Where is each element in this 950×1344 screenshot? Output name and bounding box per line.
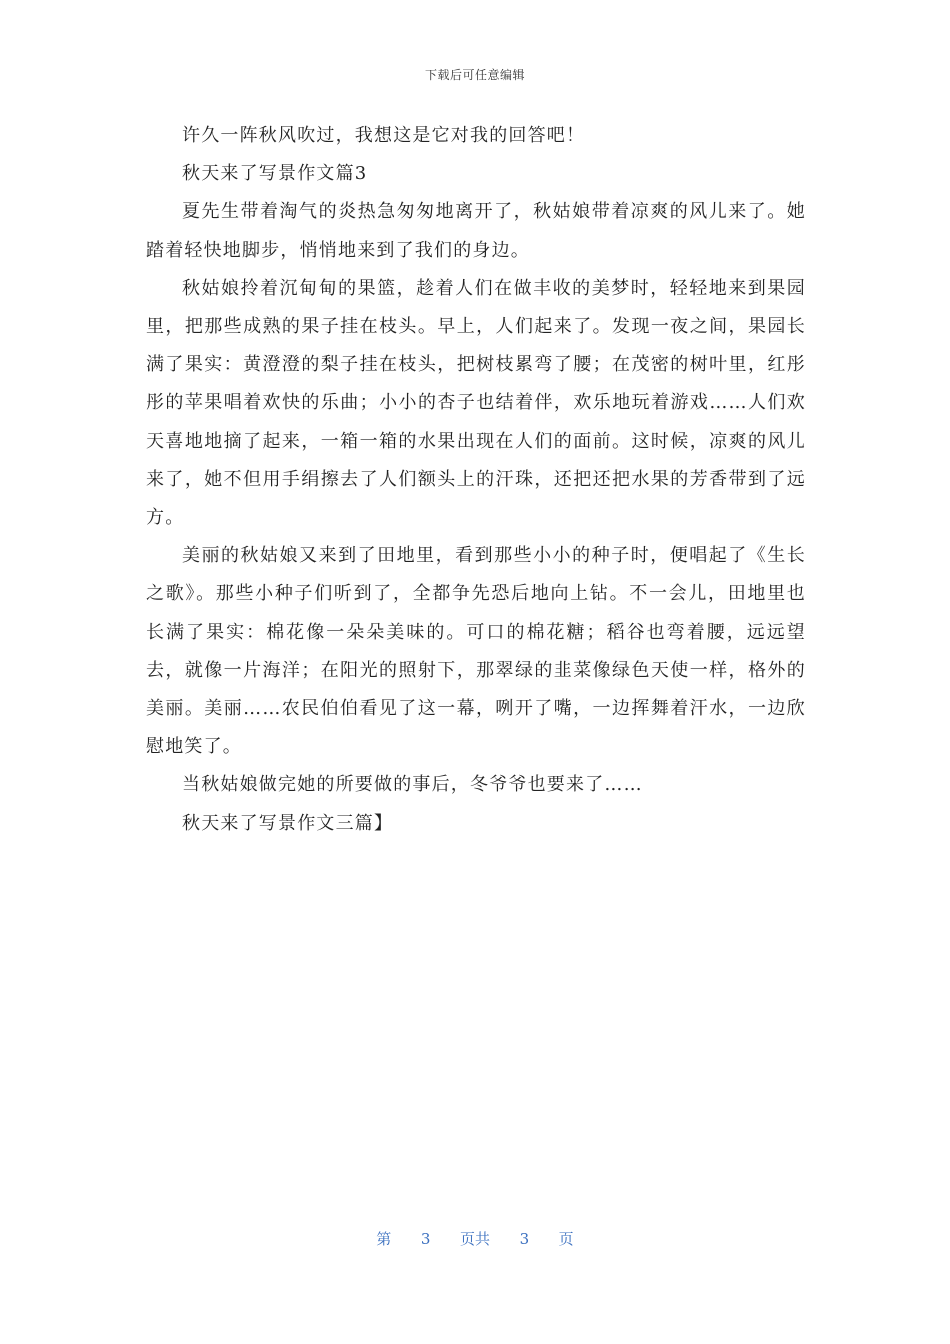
- section-title: 秋天来了写景作文篇3: [182, 163, 368, 185]
- paragraph: 美丽的秋姑娘又来到了田地里，看到那些小小的种子时，便唱起了《生长之歌》。那些小种子们听到了，全都争先恐后地向上钻。不一会儿，田地里也长满了果实：棉花像一朵朵美味的。可口的棉花糖；稻谷也弯着腰，远远望去，就像一片海洋；在阳光的照射下，那翠绿的韭菜像绿色天使一样，格外的美丽。美丽……农民伯伯看见了这一幕，咧开了嘴，一边挥舞着汗水，一边欣慰地笑了。: [146, 545, 806, 758]
- footer-middle: 页共: [459, 1230, 490, 1248]
- footer-current-page: 3: [420, 1230, 431, 1248]
- paragraph: 许久一阵秋风吹过，我想这是它对我的回答吧！: [182, 125, 586, 146]
- footer-total-pages: 3: [519, 1230, 530, 1248]
- document-body: [146, 117, 806, 843]
- closing-line: 秋天来了写景作文三篇】: [182, 812, 394, 834]
- page-header: 下载后可任意编辑: [424, 68, 525, 82]
- paragraph: 秋姑娘拎着沉甸甸的果篮，趁着人们在做丰收的美梦时，轻轻地来到果园里，把那些成熟的果子挂在枝头。早上，人们起来了。发现一夜之间，果园长满了果实：黄澄澄的梨子挂在枝头，把树枝累弯了腰；在茂密的树叶里，红彤彤的苹果唱着欢快的乐曲；小小的杏子也结着伴，欢乐地玩着游戏……人们欢天喜地地摘了起来，一箱一箱的水果出现在人们的面前。这时候，凉爽的风儿来了，她不但用手绢擦去了人们额头上的汗珠，还把还把水果的芳香带到了远方。: [146, 277, 806, 529]
- paragraph: 夏先生带着淘气的炎热急匆匆地离开了，秋姑娘带着凉爽的风儿来了。她踏着轻快地脚步，悄悄地来到了我们的身边。: [146, 201, 806, 261]
- page-footer: [0, 1228, 950, 1249]
- footer-suffix: 页: [558, 1230, 574, 1248]
- footer-prefix: 第: [376, 1230, 392, 1248]
- paragraph: 当秋姑娘做完她的所要做的事后，冬爷爷也要来了……: [182, 774, 643, 796]
